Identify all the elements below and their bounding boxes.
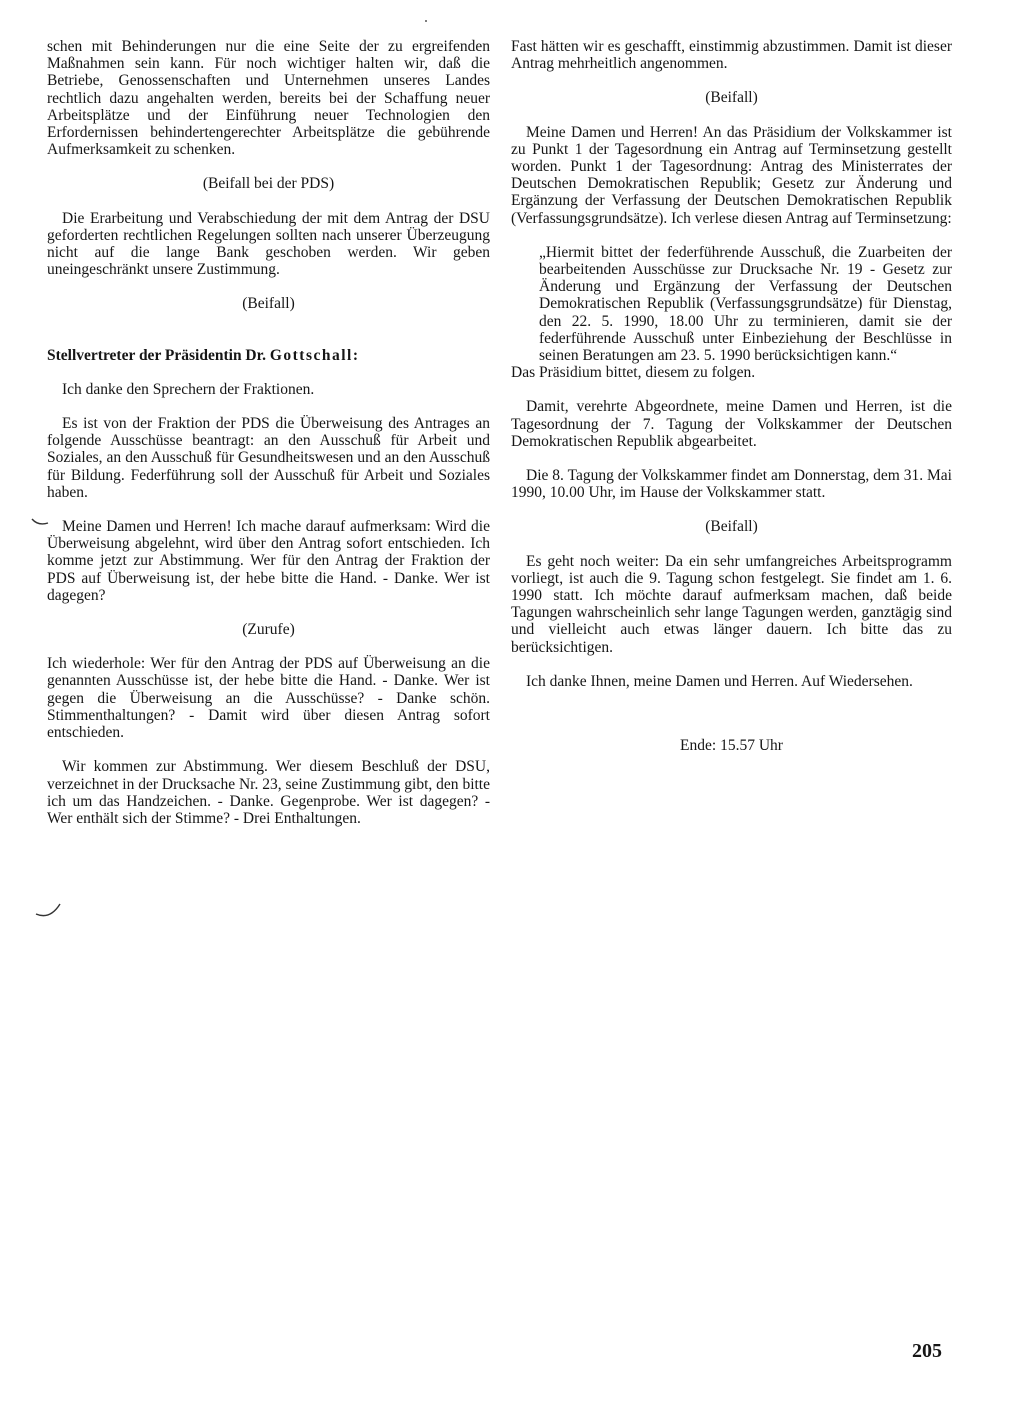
left-column: [47, 38, 490, 844]
spacer: [511, 381, 952, 398]
scan-dot-mark: [425, 20, 427, 22]
applause-note: (Beifall bei der PDS): [202, 175, 335, 193]
scan-curve-mark-lower: [34, 900, 64, 920]
paragraph: Ich wiederhole: Wer für den Antrag der PDS auf Überweisung an die genannten Ausschüsse ist, der hebe bitte die Hand. - Danke. Wer ist gegen die Überweisung an die Ausschüsse? - Danke schön. Stimmenthaltungen? - Damit wird über diesen Antrag sofort entschieden.: [47, 655, 490, 742]
paragraph: Wir kommen zur Abstimmung. Wer diesem Beschluß der DSU, verzeichnet in der Drucksache Nr. 23, seine Zustimmung gibt, den bitte ich um das Handzeichen. - Danke. Gegenprobe. Wer ist dagegen? - Wer enthält sich der Stimme? - Drei Enthaltungen.: [47, 758, 490, 827]
paragraph: Fast hätten wir es geschafft, einstimmig abzustimmen. Damit ist dieser Antrag mehrheitlich angenommen.: [511, 38, 952, 73]
spacer: [511, 707, 952, 737]
paragraph: Ich danke den Sprechern der Fraktionen.: [62, 380, 315, 398]
paragraph: Das Präsidium bittet, diesem zu folgen.: [511, 364, 756, 382]
spacer: [47, 330, 490, 347]
paragraph: Es ist von der Fraktion der PDS die Überweisung des Antrages an folgende Ausschüsse beantragt: an den Ausschuß für Arbeit und Soziales, an den Ausschuß für Gesundheitswesen und an den Ausschuß für Bildung. Federführung soll der Ausschuß für Arbeit und Soziales haben.: [47, 415, 490, 501]
speaker-name: Gottschall:: [269, 346, 360, 364]
paragraph: schen mit Behinderungen nur die eine Seite der zu ergreifenden Maßnahmen sein kann. Für noch wichtiger halten wir, daß die Betriebe, Genossenschaften und Unternehmen unseres Landes rechtlich dazu angehalten werden, bereits bei der Schaffung neuer Arbeitsplätze und der Einführung neuer Technologien den Erfordernissen behindertengerechter Arbeitsplätze die gebührende Aufmerksamkeit zu schenken.: [47, 38, 490, 159]
speaker-title: Stellvertreter der Präsidentin Dr.: [47, 346, 270, 364]
paragraph: Damit, verehrte Abgeordnete, meine Damen und Herren, ist die Tagesordnung der 7. Tagung der Volkskammer der Deutschen Demokratischen Republik abgearbeitet.: [511, 398, 952, 450]
paragraph: Meine Damen und Herren! Ich mache darauf aufmerksam: Wird die Überweisung abgelehnt, wird über den Antrag sofort entschieden. Ich komme jetzt zur Abstimmung. Wer für den Antrag der Fraktion der PDS auf Überweisung ist, der hebe bitte die Hand. - Danke. Wer ist dagegen?: [47, 518, 490, 604]
quoted-motion: „Hiermit bittet der federführende Ausschuß, die Zuarbeiten der bearbeitenden Ausschüsse zur Drucksache Nr. 19 - Gesetz zur Änderung und Ergänzung der Verfassung der Deutschen Demokratischen Republik (Verfassungsgrundsätze) für Dienstag, den 22. 5. 1990, 18.00 Uhr zu terminieren, damit sie der federführende Ausschuß unter Einbeziehung der Beschlüsse in seinen Beratungen am 23. 5. 1990 berücksichtigen kann.“: [539, 243, 952, 365]
paragraph: Die Erarbeitung und Verabschiedung der mit dem Antrag der DSU geforderten rechtlichen Regelungen sollten nach unserer Überzeugung nicht auf die lange Bank geschoben werden. Wir geben uneingeschränkt unsere Zustimmung.: [47, 209, 490, 279]
paragraph: Meine Damen und Herren! An das Präsidium der Volkskammer ist zu Punkt 1 der Tagesordnung ein Antrag auf Terminsetzung gestellt worden. Punkt 1 der Tagesordnung: Antrag des Ministerrates der Deutschen Demokratischen Republik; Gesetz zur Änderung und Ergänzung der Verfassung der Deutschen Demokratischen Republik (Verfassungsgrundsätze). Ich verlese diesen Antrag auf Terminsetzung:: [511, 123, 952, 227]
applause-note: (Beifall): [242, 295, 295, 313]
applause-note: (Beifall): [705, 518, 758, 536]
session-end-time: Ende: 15.57 Uhr: [680, 737, 783, 755]
applause-note: (Beifall): [705, 89, 758, 107]
page-number: 205: [912, 1340, 942, 1362]
paragraph: Es geht noch weiter: Da ein sehr umfangreiches Arbeitsprogramm vorliegt, ist auch die 9. Tagung schon festgelegt. Sie findet am 1. 6. 1990 statt. Ich möchte darauf aufmerksam machen, daß beide Tagungen wahrscheinlich sehr lange Tagungen werden, ganztägig sind und vielleicht auch etwas länger dauern. Ich bitte das zu berücksichtigen.: [511, 552, 952, 656]
interjection-note: (Zurufe): [242, 621, 295, 639]
right-column: [511, 38, 952, 771]
paragraph: Die 8. Tagung der Volkskammer findet am Donnerstag, dem 31. Mai 1990, 10.00 Uhr, im Hause der Volkskammer statt.: [511, 467, 952, 502]
speaker-heading: [47, 347, 490, 364]
paragraph: Ich danke Ihnen, meine Damen und Herren. Auf Wiedersehen.: [526, 672, 913, 690]
